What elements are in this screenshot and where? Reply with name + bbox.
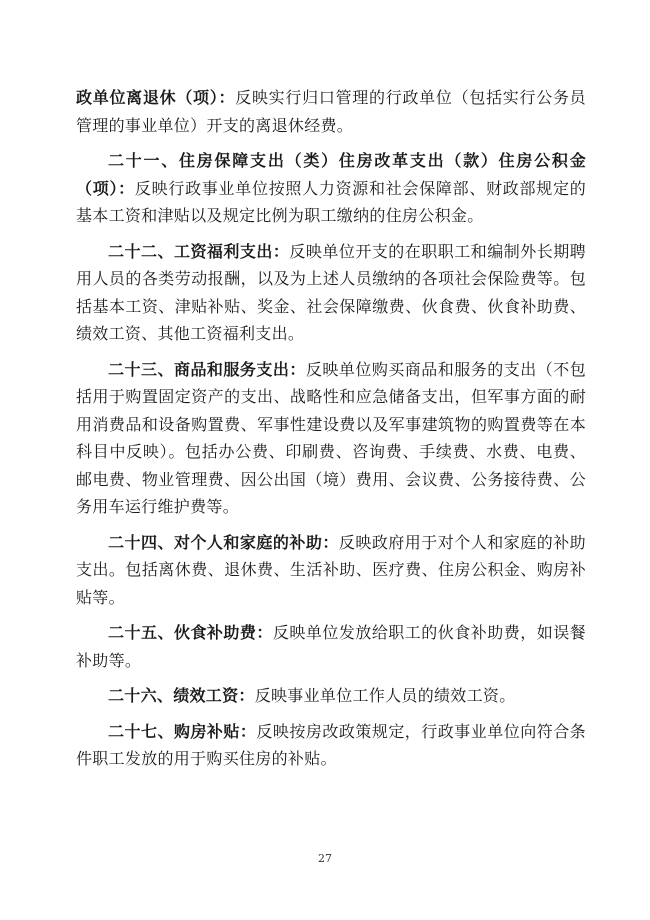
paragraph-performance-pay: [76, 682, 586, 710]
paragraph-housing-fund: [76, 147, 586, 230]
document-body: [76, 84, 586, 781]
paragraph-term: 二十四、对个人和家庭的补助：: [108, 532, 339, 552]
paragraph-body: 反映单位开支的在职职工和编制外长期聘用人员的各类劳动报酬，以及为上述人员缴纳的各项社会保险费等。包括基本工资、津贴补贴、奖金、社会保障缴费、伙食费、伙食补助费、绩效工资、其他工资福利支出。: [76, 241, 586, 343]
paragraph-body: 反映政府用于对个人和家庭的补助支出。包括离休费、退休费、生活补助、医疗费、住房公积金、购房补贴等。: [76, 532, 586, 607]
paragraph-body: 反映单位购买商品和服务的支出（不包括用于购置固定资产的支出、战略性和应急储备支出，但军事方面的耐用消费品和设备购置费、军事性建设费以及军事建筑物的购置费等在本科目中反映）。包括办公费、印刷费、咨询费、手续费、水费、电费、邮电费、物业管理费、因公出国（境）费用、会议费、公务接待费、公务用车运行维护费等。: [76, 359, 586, 516]
paragraph-term: 二十一、住房保障支出（类）住房改革支出（款）住房公积金（项）：: [76, 151, 586, 198]
paragraph-body: 反映行政事业单位按照人力资源和社会保障部、财政部规定的基本工资和津贴以及规定比例为职工缴纳的住房公积金。: [76, 178, 587, 225]
paragraph-term: 二十六、绩效工资：: [108, 686, 255, 705]
paragraph-term: 政单位离退休（项）：: [76, 88, 236, 107]
paragraph-goods-services: [76, 356, 586, 521]
paragraph-term: 二十五、伙食补助费：: [108, 623, 273, 642]
paragraph-body: 反映事业单位工作人员的绩效工资。: [254, 686, 516, 705]
paragraph-retirement-admin: [76, 84, 586, 139]
page-number: 27: [318, 852, 332, 865]
paragraph-wages-welfare: [76, 238, 586, 348]
paragraph-term: 二十二、工资福利支出：: [108, 241, 290, 261]
paragraph-individual-subsidy: [76, 529, 586, 612]
paragraph-meal-subsidy: [76, 619, 586, 674]
paragraph-term: 二十三、商品和服务支出：: [108, 359, 306, 379]
paragraph-term: 二十七、购房补贴：: [108, 721, 257, 741]
paragraph-body: 反映按房改政策规定，行政事业单位向符合条件职工发放的用于购买住房的补贴。: [76, 721, 586, 768]
paragraph-housing-subsidy: [76, 718, 586, 773]
paragraph-body: 反映实行归口管理的行政单位（包括实行公务员管理的事业单位）开支的离退休经费。: [76, 88, 586, 135]
paragraph-body: 反映单位发放给职工的伙食补助费，如误餐补助等。: [76, 623, 586, 670]
